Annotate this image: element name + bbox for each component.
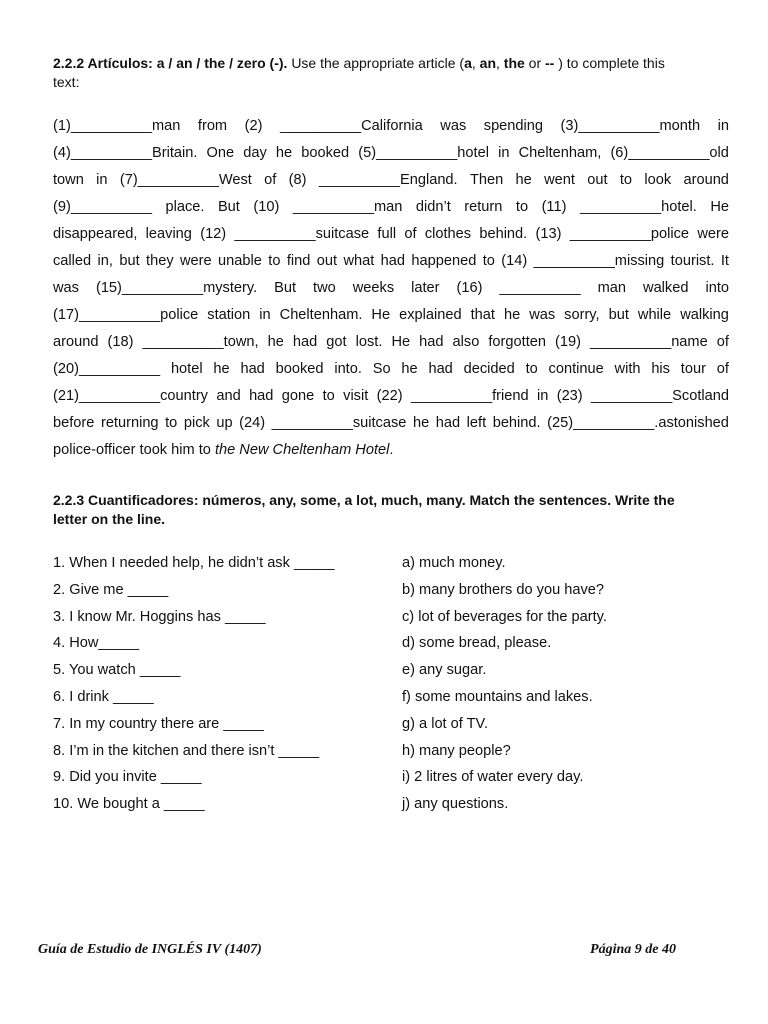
paragraph-word: (13): [535, 226, 562, 242]
article-exercise-paragraph: [53, 116, 729, 467]
paragraph-word: pick: [183, 415, 210, 431]
paragraph-word: (17)__________police: [53, 307, 199, 323]
paragraph-word: hotel: [170, 361, 203, 377]
paragraph-word: unable: [218, 253, 262, 269]
paragraph-word: with: [614, 361, 641, 377]
paragraph-word: had: [292, 334, 318, 350]
paragraph-word: clothes: [424, 226, 472, 242]
paragraph-word: tour: [680, 361, 706, 377]
paragraph-line: [53, 386, 729, 413]
paragraph-word: but: [119, 253, 140, 269]
paragraph-word: disappeared,: [53, 226, 138, 242]
article-the: the: [503, 55, 525, 71]
paragraph-word: (5)__________hotel: [358, 145, 489, 161]
paragraph-word: that: [470, 307, 495, 323]
paragraph-word: of: [264, 172, 277, 188]
paragraph-word: (21)__________country: [53, 388, 208, 404]
paragraph-word: they: [146, 253, 174, 269]
paragraph-line: [53, 332, 729, 359]
paragraph-word: __________hotel.: [579, 199, 697, 215]
paragraph-word: walked: [643, 280, 689, 296]
paragraph-word: __________suitcase: [271, 415, 407, 431]
paragraph-word: were: [180, 253, 212, 269]
paragraph-word: (8): [288, 172, 307, 188]
paragraph-word: to: [165, 415, 178, 431]
article-a: a: [464, 55, 472, 71]
paragraph-word: (14): [501, 253, 528, 269]
paragraph-word: spending: [483, 118, 544, 134]
paragraph-word: __________town,: [142, 334, 259, 350]
section-2-2-3-title-mid: . Match the sentences. Write the: [461, 492, 675, 508]
paragraph-word: find: [286, 253, 311, 269]
paragraph-word: out: [587, 172, 608, 188]
paragraph-word: But: [217, 199, 240, 215]
paragraph-word: didn’t: [415, 199, 451, 215]
paragraph-word: look: [644, 172, 672, 188]
paragraph-word: __________suitcase: [234, 226, 370, 242]
paragraph-word: also: [452, 334, 480, 350]
paragraph-word: He: [391, 334, 411, 350]
paragraph-word: had: [240, 361, 265, 377]
document-page: [53, 0, 729, 1024]
match-sentence: 10. We bought a _____: [53, 796, 205, 813]
paragraph-word: to: [525, 361, 538, 377]
paragraph-word: happened: [411, 253, 477, 269]
paragraph-word: __________friend: [410, 388, 529, 404]
paragraph-word: of: [404, 226, 417, 242]
paragraph-word: he: [275, 145, 293, 161]
paragraph-last-line: [53, 440, 729, 467]
match-option: f) some mountains and lakes.: [402, 688, 593, 705]
matching-exercise: [53, 553, 729, 821]
paragraph-word: in: [96, 172, 108, 188]
paragraph-word: (22): [376, 388, 403, 404]
match-option: h) many people?: [402, 742, 511, 759]
paragraph-word: He: [710, 199, 729, 215]
paragraph-word: place.: [165, 199, 205, 215]
match-option: i) 2 litres of water every day.: [402, 769, 584, 786]
paragraph-word: booked: [301, 145, 350, 161]
paragraph-line: [53, 197, 729, 224]
paragraph-line: [53, 251, 729, 278]
paragraph-word: day: [243, 145, 267, 161]
paragraph-word: (3)__________month: [560, 118, 701, 134]
paragraph-word: had: [428, 361, 453, 377]
paragraph-word: __________police: [569, 226, 690, 242]
paragraph-word: He: [371, 307, 391, 323]
paragraph-word: behind.: [492, 415, 541, 431]
paragraph-word: before: [53, 415, 95, 431]
paragraph-word: town: [53, 172, 84, 188]
paragraph-word: to: [322, 388, 335, 404]
instruction-line-2: text:: [53, 74, 80, 90]
paragraph-word: his: [651, 361, 670, 377]
paragraph-word: continue: [548, 361, 604, 377]
paragraph-word: left: [466, 415, 487, 431]
paragraph-word: in: [498, 145, 510, 161]
paragraph-text: police-officer took him to: [53, 442, 215, 458]
paragraph-line: [53, 224, 729, 251]
match-option: j) any questions.: [402, 796, 509, 813]
separator: ,: [496, 55, 504, 71]
paragraph-word: (2): [244, 118, 263, 134]
paragraph-word: of: [716, 361, 729, 377]
paragraph-word: (1)__________man: [53, 118, 181, 134]
paragraph-word: he: [412, 415, 430, 431]
match-option: a) much money.: [402, 555, 506, 571]
paragraph-line: [53, 413, 729, 440]
paragraph-line: [53, 116, 729, 143]
section-2-2-2-title: 2.2.2 Artículos: a / an / the / zero (-).: [53, 55, 288, 71]
paragraph-word: (9)__________: [53, 199, 152, 215]
paragraph-word: full: [377, 226, 397, 242]
paragraph-word: Cheltenham.: [279, 307, 363, 323]
match-row: [53, 741, 729, 768]
paragraph-word: into: [705, 280, 729, 296]
paragraph-word: was: [440, 118, 467, 134]
paragraph-word: walking: [680, 307, 729, 323]
match-sentence: 3. I know Mr. Hoggins has _____: [53, 608, 266, 625]
paragraph-word: (20)__________: [53, 361, 161, 377]
separator: ,: [471, 55, 480, 71]
paragraph-word: Then: [469, 172, 504, 188]
paragraph-word: and: [216, 388, 241, 404]
paragraph-word: (6)__________old: [610, 145, 729, 161]
paragraph-word: out: [316, 253, 338, 269]
paragraph-word: while: [637, 307, 672, 323]
paragraph-word: in: [536, 388, 549, 404]
paragraph-word: return: [464, 199, 503, 215]
paragraph-word: __________Scotland: [591, 388, 729, 404]
paragraph-period: .: [389, 442, 394, 458]
match-row: [53, 794, 729, 821]
footer-guide-title: Guía de Estudio de INGLÉS IV (1407): [38, 942, 262, 957]
section-2-2-3-heading: [53, 491, 729, 529]
instruction-text-end: ) to complete this: [554, 55, 665, 71]
paragraph-word: weeks: [352, 280, 395, 296]
paragraph-word: sorry,: [564, 307, 600, 323]
paragraph-word: man: [597, 280, 627, 296]
paragraph-word: __________: [499, 280, 581, 296]
match-row: [53, 633, 729, 660]
paragraph-word: (18): [107, 334, 134, 350]
paragraph-word: station: [207, 307, 251, 323]
paragraph-word: into.: [334, 361, 362, 377]
paragraph-word: had: [380, 253, 406, 269]
match-sentence: 8. I’m in the kitchen and there isn’t _____: [53, 742, 320, 759]
paragraph-word: gone: [281, 388, 315, 404]
paragraph-word: he: [503, 307, 521, 323]
paragraph-word: from: [197, 118, 228, 134]
paragraph-word: It: [720, 253, 729, 269]
paragraph-word: (12): [200, 226, 227, 242]
match-sentence: 4. How_____: [53, 635, 140, 652]
paragraph-line: [53, 359, 729, 386]
paragraph-word: two: [313, 280, 336, 296]
paragraph-word: forgotten: [488, 334, 546, 350]
paragraph-word: (10): [253, 199, 280, 215]
paragraph-word: behind.: [479, 226, 528, 242]
paragraph-word: to: [268, 253, 281, 269]
paragraph-word: of: [716, 334, 729, 350]
paragraph-word: he: [515, 172, 532, 188]
paragraph-word: went: [544, 172, 575, 188]
paragraph-word: booked: [275, 361, 324, 377]
paragraph-word: what: [343, 253, 375, 269]
paragraph-word: (11): [541, 199, 567, 215]
footer-page-number: Página 9 de 40: [590, 942, 676, 957]
paragraph-word: (19): [555, 334, 581, 350]
paragraph-word: visit: [343, 388, 369, 404]
match-option: e) any sugar.: [402, 662, 487, 679]
paragraph-word: called: [53, 253, 92, 269]
paragraph-word: (4)__________Britain.: [53, 145, 198, 161]
match-option: b) many brothers do you have?: [402, 581, 604, 598]
or-text: or: [524, 55, 546, 71]
paragraph-word: had: [249, 388, 274, 404]
paragraph-word: (24): [239, 415, 266, 431]
paragraph-word: around: [683, 172, 729, 188]
paragraph-word: explained: [399, 307, 462, 323]
paragraph-word: later: [411, 280, 440, 296]
paragraph-line: [53, 305, 729, 332]
article-an: an: [479, 55, 496, 71]
article-zero: --: [545, 55, 555, 71]
match-sentence: 6. I drink _____: [53, 688, 154, 705]
paragraph-word: __________name: [590, 334, 708, 350]
match-sentence: 7. In my country there are _____: [53, 715, 264, 732]
match-row: [53, 553, 729, 580]
paragraph-word: in,: [97, 253, 113, 269]
paragraph-word: tourist.: [670, 253, 715, 269]
paragraph-word: was: [529, 307, 556, 323]
paragraph-word: were: [697, 226, 729, 242]
match-row: [53, 767, 729, 794]
paragraph-word: returning: [100, 415, 159, 431]
paragraph-word: to: [619, 172, 633, 188]
match-row: [53, 714, 729, 741]
paragraph-word: So: [372, 361, 391, 377]
paragraph-word: (7)__________West: [119, 172, 252, 188]
paragraph-word: (15)__________mystery.: [95, 280, 258, 296]
match-row: [53, 607, 729, 634]
paragraph-word: in: [259, 307, 271, 323]
paragraph-word: in: [717, 118, 729, 134]
paragraph-word: to: [482, 253, 495, 269]
match-sentence: 9. Did you invite _____: [53, 769, 202, 786]
section-2-2-2-heading: [53, 54, 729, 92]
paragraph-line: [53, 143, 729, 170]
paragraph-word: around: [53, 334, 99, 350]
match-row: [53, 687, 729, 714]
paragraph-word: he: [267, 334, 284, 350]
paragraph-word: up: [216, 415, 233, 431]
paragraph-word: __________missing: [533, 253, 665, 269]
section-2-2-3-title-line2: letter on the line.: [53, 511, 166, 527]
paragraph-word: he: [213, 361, 230, 377]
paragraph-word: but: [608, 307, 629, 323]
paragraph-line: [53, 278, 729, 305]
match-row: [53, 660, 729, 687]
paragraph-word: was: [53, 280, 79, 296]
paragraph-word: __________man: [292, 199, 403, 215]
page-footer: [38, 942, 676, 958]
match-row: [53, 580, 729, 607]
paragraph-word: had: [435, 415, 461, 431]
paragraph-word: But: [274, 280, 297, 296]
hotel-name: the New Cheltenham Hotel: [214, 442, 390, 458]
paragraph-word: Cheltenham,: [518, 145, 602, 161]
paragraph-word: (16): [456, 280, 483, 296]
section-2-2-3-title: 2.2.3 Cuantificadores: números, any, some, a lot, much, many: [53, 492, 462, 508]
paragraph-word: he: [401, 361, 418, 377]
paragraph-word: decided: [463, 361, 515, 377]
match-option: g) a lot of TV.: [402, 715, 488, 732]
match-option: d) some bread, please.: [402, 635, 552, 652]
paragraph-word: got: [326, 334, 347, 350]
paragraph-word: to: [515, 199, 529, 215]
match-sentence: 5. You watch _____: [53, 662, 181, 679]
paragraph-word: leaving: [145, 226, 192, 242]
match-sentence: 1. When I needed help, he didn’t ask _____: [53, 555, 335, 571]
paragraph-word: lost.: [355, 334, 383, 350]
paragraph-word: (25)__________.astonished: [547, 415, 729, 431]
match-sentence: 2. Give me _____: [53, 581, 169, 598]
paragraph-word: __________England.: [318, 172, 458, 188]
paragraph-word: __________California: [279, 118, 423, 134]
paragraph-word: (23): [556, 388, 583, 404]
instruction-text: Use the appropriate article (: [291, 55, 465, 71]
paragraph-line: [53, 170, 729, 197]
match-option: c) lot of beverages for the party.: [402, 608, 607, 625]
paragraph-word: One: [206, 145, 235, 161]
paragraph-word: had: [419, 334, 444, 350]
